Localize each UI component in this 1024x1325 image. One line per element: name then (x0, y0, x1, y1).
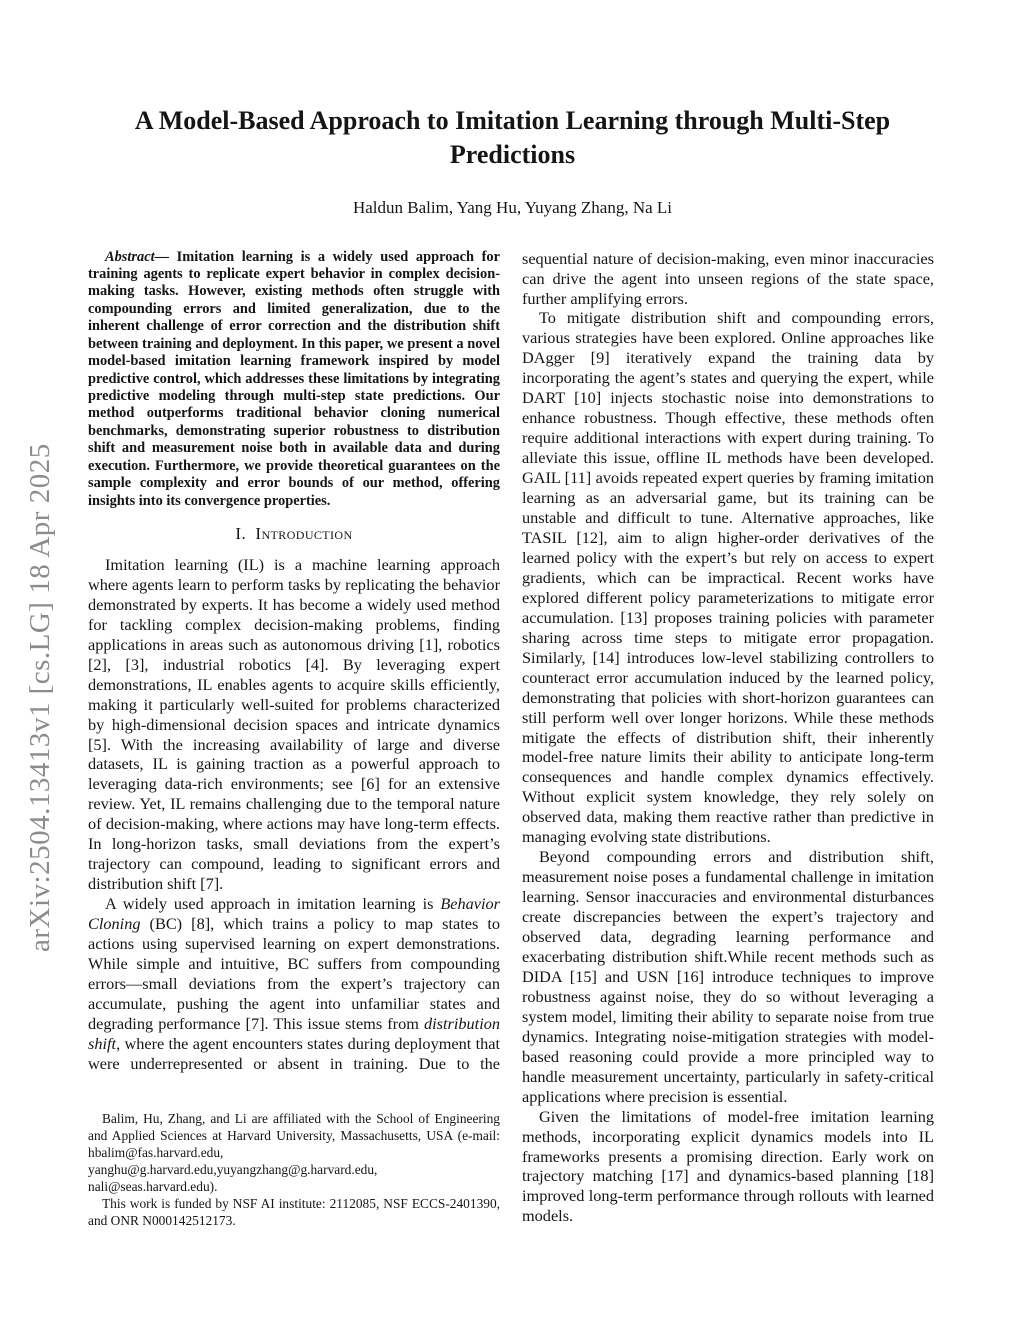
introduction-body-left (88, 555, 500, 1074)
paper-title: A Model-Based Approach to Imitation Learning through Multi-Step Predictions (134, 106, 891, 170)
text-run: To mitigate distribution shift and compounding errors, various strategies have been explored. Online approaches like DAgger [9] iteratively expand the training data by incorporating the agent’s states and querying the expert, while DART [10] injects stochastic noise into demonstrations to enhance robustness. Though effective, these methods often require additional interactions with expert during training. To alleviate this issue, offline IL methods have been developed. GAIL [11] avoids repeated expert queries by framing imitation learning as an adversarial game, but its training can be unstable and difficult to tune. Alternative approaches, like TASIL [12], aim to align higher-order derivatives of the learned policy with the expert’s but rely on access to expert gradients, which can be impractical. Recent works have explored different policy parameterizations to mitigate error accumulation. [13] proposes training policies with parameter sharing across time steps to mitigate error propagation. Similarly, [14] introduces low-level stabilizing controllers to counteract error accumulation induced by the learned policy, demonstrating that policies with short-horizon guarantees can still perform well over longer horizons. While these methods mitigate the effects of distribution shift, their inherently model-free nature limits their ability to anticipate long-term consequences and handle complex dynamics effectively. Without explicit system knowledge, they rely solely on observed data, making them reactive rather than predictive in managing evolving state distributions. (522, 308, 934, 847)
text-run: (BC) [8], which trains a policy to map states to actions using supervised learning on expert demonstrations. While simple and intuitive, BC suffers from compounding errors—small deviations from the expert’s trajectory can accumulate, pushing the agent into unfamiliar states and degrading performance [7]. This issue stems from (88, 914, 500, 1033)
left-column (88, 249, 500, 1229)
text-run: This work is funded by NSF AI institute: 2112085, NSF ECCS-2401390, and ONR N000142512173. (88, 1195, 500, 1228)
right-column (522, 249, 934, 1229)
paragraph (88, 555, 500, 894)
text-run: Balim, Hu, Zhang, and Li are affiliated with the School of Engineering and Applied Sciences at Harvard University, Massachusetts, USA (e-mail: hbalim@fas.harvard.edu, yanghu@g.harvard.edu,yuyangzhang@g.harvard.edu, nali@seas.harvard.edu). (88, 1110, 500, 1194)
paragraph (88, 1195, 500, 1229)
two-column-layout (88, 249, 937, 1229)
text-run: distribution shift (88, 1013, 500, 1053)
text-run: Behavior Cloning (88, 894, 500, 934)
text-run: Given the limitations of model-free imitation learning methods, incorporating explicit dynamics models into IL frameworks presents a promising direction. Early work on trajectory matching [17] and dynamics-based planning [18] improved long-term performance through rollouts with learned models. (522, 1106, 934, 1226)
paper-authors: Haldun Balim, Yang Hu, Yuyang Zhang, Na Li (352, 197, 673, 217)
arxiv-watermark: arXiv:2504.13413v1 [cs.LG] 18 Apr 2025 (24, 443, 56, 952)
text-run: sequential nature of decision-making, even minor inaccuracies can drive the agent into unseen regions of the state space, further amplifying errors. (522, 248, 934, 308)
abstract-text: Imitation learning is a widely used approach for training agents to replicate expert behavior in complex decision-making tasks. However, existing methods often struggle with compounding errors and limited generalization, due to the inherent challenge of error correction and the distribution shift between training and deployment. In this paper, we present a novel model-based imitation learning framework inspired by model predictive control, which addresses these limitations by integrating predictive modeling through multi-step state predictions. Our method outperforms traditional behavior cloning numerical benchmarks, demonstrating superior robustness to distribution shift and measurement noise both in available data and during execution. Furthermore, we provide theoretical guarantees on the sample complexity and error bounds of our method, offering insights into its convergence properties. (88, 248, 500, 509)
paragraph (522, 308, 934, 847)
abstract-dash: — (154, 248, 169, 265)
text-run: A widely used approach in imitation learning is (105, 894, 441, 914)
section-heading-introduction: I. Introduction (235, 523, 353, 543)
text-run: , where the agent encounters states during deployment that were underrepresented or absent in training. Due to the (88, 1033, 500, 1073)
abstract-label: Abstract (105, 248, 155, 265)
text-run: Beyond compounding errors and distribution shift, measurement noise poses a fundamental challenge in imitation learning. Sensor inaccuracies and environmental disturbances create discrepancies between the expert’s trajectory and observed data, degrading learning performance and exacerbating distribution shift.While recent methods such as DIDA [15] and USN [16] introduce techniques to improve robustness against noise, they do so without leveraging a system model, limiting their ability to separate noise from true dynamics. Integrating noise-mitigation strategies with model-based reasoning could provide a more principled way to handle measurement uncertainty, particularly in safety-critical applications where precision is essential. (522, 847, 934, 1106)
paragraph (522, 249, 934, 309)
text-run: Imitation learning (IL) is a machine learning approach where agents learn to perform tasks by replicating the behavior demonstrated by experts. It has become a widely used method for tackling complex decision-making problems, finding applications in areas such as autonomous driving [1], robotics [2], [3], industrial robotics [4]. By leveraging expert demonstrations, IL enables agents to acquire skills efficiently, making it particularly well-suited for problems characterized by high-dimensional decision spaces and intricate dynamics [5]. With the increasing availability of large and diverse datasets, IL is gaining traction as a powerful approach to leveraging data-rich environments; see [6] for an extensive review. Yet, IL remains challenging due to the temporal nature of decision-making, where actions may have long-term effects. In long-horizon tasks, small deviations from the expert’s trajectory can compound, leading to significant errors and distribution shift [7]. (88, 554, 500, 894)
paragraph (88, 1110, 500, 1195)
paragraph (522, 847, 934, 1106)
abstract (88, 249, 500, 510)
paragraph (522, 1107, 934, 1227)
footnote (88, 1098, 500, 1229)
paragraph (88, 894, 500, 1074)
